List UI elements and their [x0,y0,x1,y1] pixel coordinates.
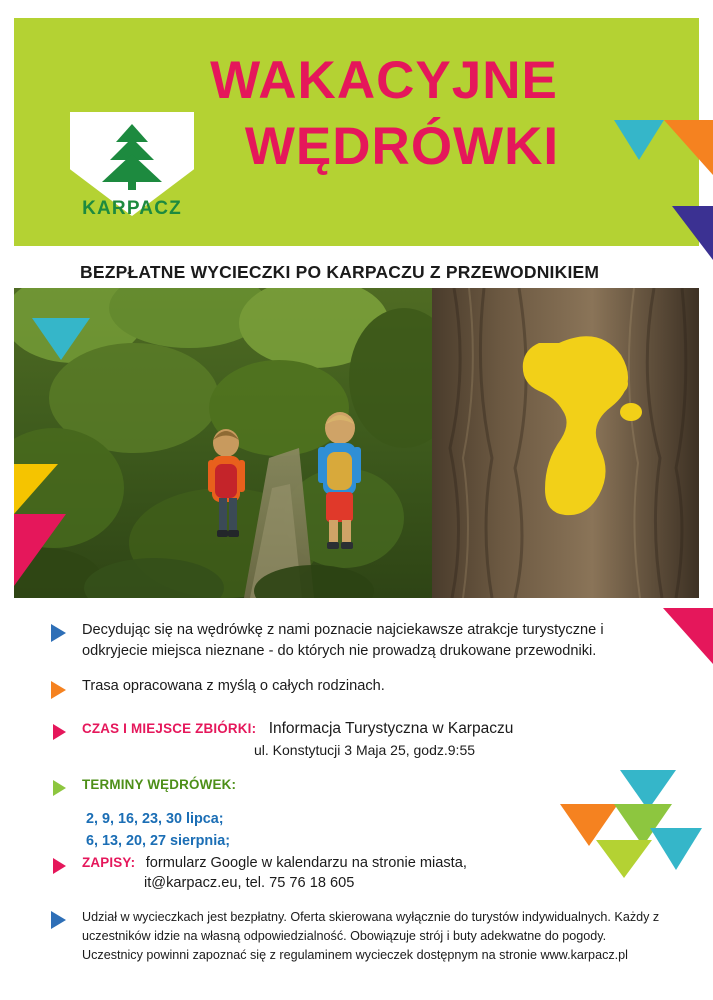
bullet-triangle-fine-print [51,911,66,929]
logo-wordmark: KARPACZ [82,198,182,219]
title-line-2: WĘDRÓWKI [244,117,560,176]
signup-contact: it@karpacz.eu, tel. 75 76 18 605 [144,875,355,891]
title-line-1: WAKACYJNE [210,51,558,110]
terms-dates-line-2: 6, 13, 20, 27 sierpnia; [86,833,230,850]
bullet-triangle-signup [53,858,66,874]
karpacz-logo [70,112,194,236]
photo-illustration [14,288,699,598]
spruce-tree-icon [98,124,166,190]
signup-value: formularz Google w kalendarzu na stronie miasta, [145,855,467,871]
paragraph-route: Trasa opracowana z myślą o całych rodzinach. [82,678,385,694]
fine-print: Udział w wycieczkach jest bezpłatny. Oferta skierowana wyłącznie do turystów indywidualnych. Każdy z uczestników idzie na własną odpowiedzialność. Obowiązuje strój i buty adekwatne do pogody. Uczestnicy powinni zapoznać się z regulaminem wycieczek dostępnym na stronie www.karpacz.pl [82,910,660,962]
bullet-triangle-paragraph-1 [51,624,66,642]
bullet-triangle-terms [53,780,66,796]
header-decorative-triangles [614,120,713,270]
hero-photo [14,288,699,598]
meeting-address: ul. Konstytucji 3 Maja 25, godz.9:55 [254,742,476,758]
terms-dates-line-1: 2, 9, 16, 23, 30 lipca; [86,811,224,827]
bullet-triangle-meeting [53,724,66,740]
bullet-triangle-paragraph-2 [51,681,66,699]
meeting-value: Informacja Turystyczna w Karpaczu [268,720,514,737]
right-triangle-cluster [552,770,702,880]
terms-label: TERMINY WĘDRÓWEK: [82,777,237,792]
right-magenta-decorative-triangle [655,608,713,670]
meeting-info-row [82,720,682,758]
poster-subtitle: BEZPŁATNE WYCIECZKI PO KARPACZU Z PRZEWODNIKIEM [80,262,600,282]
paragraph-intro: Decydując się na wędrówkę z nami poznacie najciekawsze atrakcje turystyczne i odkryjecie miejsca nieznane - do których nie prowadzą drukowane przewodniki. [82,622,604,660]
photo-left-decorative-triangles [14,318,100,598]
meeting-label: CZAS I MIEJSCE ZBIÓRKI: [82,721,257,736]
signup-label: ZAPISY: [82,855,136,870]
